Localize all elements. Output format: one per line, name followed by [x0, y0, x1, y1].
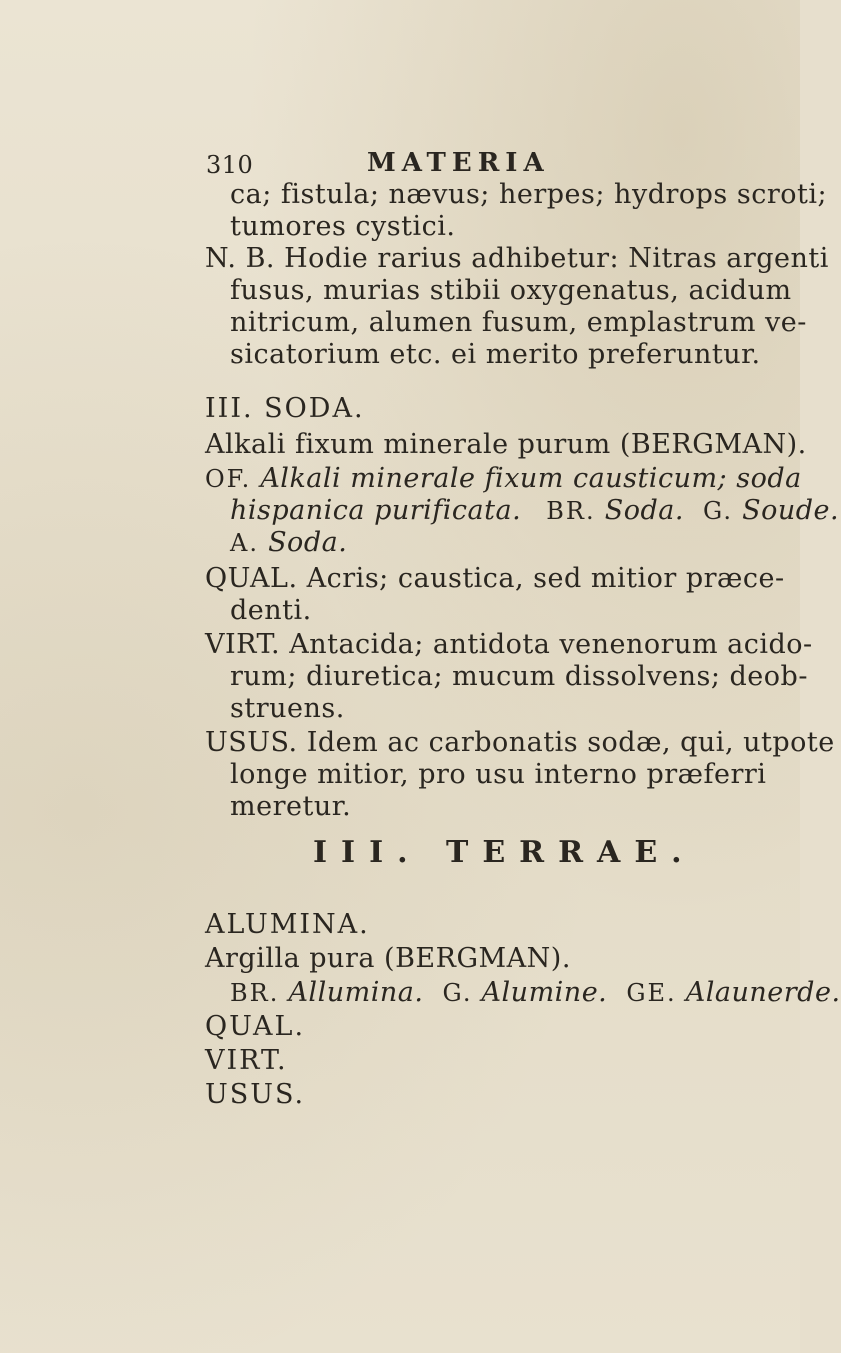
text-line: rum; diuretica; mucum dissolvens; deob- [230, 661, 808, 692]
abbr-label: OF. [205, 465, 252, 493]
abbr-label: GE. [626, 979, 677, 1007]
text-span: Soude. [742, 495, 840, 526]
section-heading-soda: III. SODA. [205, 393, 365, 424]
text-line: tumores cystici. [230, 211, 456, 242]
text-line: N. B. Hodie rarius adhibetur: Nitras argenti [205, 243, 829, 274]
text-line: QUAL. Acris; caustica, sed mitior præce- [205, 563, 785, 594]
text-line: VIRT. Antacida; antidota venenorum acido- [205, 629, 813, 660]
text-line [205, 462, 802, 496]
text-line: USUS. Idem ac carbonatis sodæ, qui, utpote [205, 727, 835, 758]
text-span: Alaunerde. [685, 977, 841, 1008]
text-line: Argilla pura (BERGMAN). [205, 943, 571, 974]
abbr-label: BR. [546, 497, 596, 525]
abbr-label: G. [703, 497, 733, 525]
text-line: Alkali fixum minerale purum (BERGMAN). [205, 429, 807, 460]
running-title: MATERIA [367, 148, 550, 178]
text-line [230, 526, 347, 560]
text-span: Soda. [268, 527, 348, 558]
abbr-label: G. [442, 979, 473, 1007]
label-usus: USUS. [205, 1079, 306, 1110]
text-line: sicatorium etc. ei merito preferuntur. [230, 339, 761, 370]
text-line: ca; fistula; nævus; herpes; hydrops scroti; [230, 179, 828, 210]
text-line: longe mitior, pro usu interno præferri [230, 759, 767, 790]
text-line: struens. [230, 693, 345, 724]
label-qual: QUAL. [205, 1011, 306, 1042]
section-heading-terrae: III. TERRAE. [313, 835, 696, 870]
text-span: Soda. [604, 495, 684, 526]
text-line: meretur. [230, 791, 352, 822]
text-line [230, 494, 839, 528]
page-number: 310 [206, 151, 254, 179]
text-span: Alumine. [481, 977, 608, 1008]
label-virt: VIRT. [205, 1045, 288, 1076]
text-span: hispanica purificata. [230, 495, 522, 526]
abbr-label: A. [230, 529, 259, 557]
text-line [230, 976, 841, 1010]
abbr-label: BR. [230, 979, 280, 1007]
text-line: denti. [230, 595, 312, 626]
text-line: nitricum, alumen fusum, emplastrum ve- [230, 307, 807, 338]
text-span: Allumina. [288, 977, 424, 1008]
text-span: Alkali minerale fixum causticum; soda [260, 463, 802, 494]
text-line: fusus, murias stibii oxygenatus, acidum [230, 275, 792, 306]
subsection-heading-alumina: ALUMINA. [205, 909, 370, 940]
